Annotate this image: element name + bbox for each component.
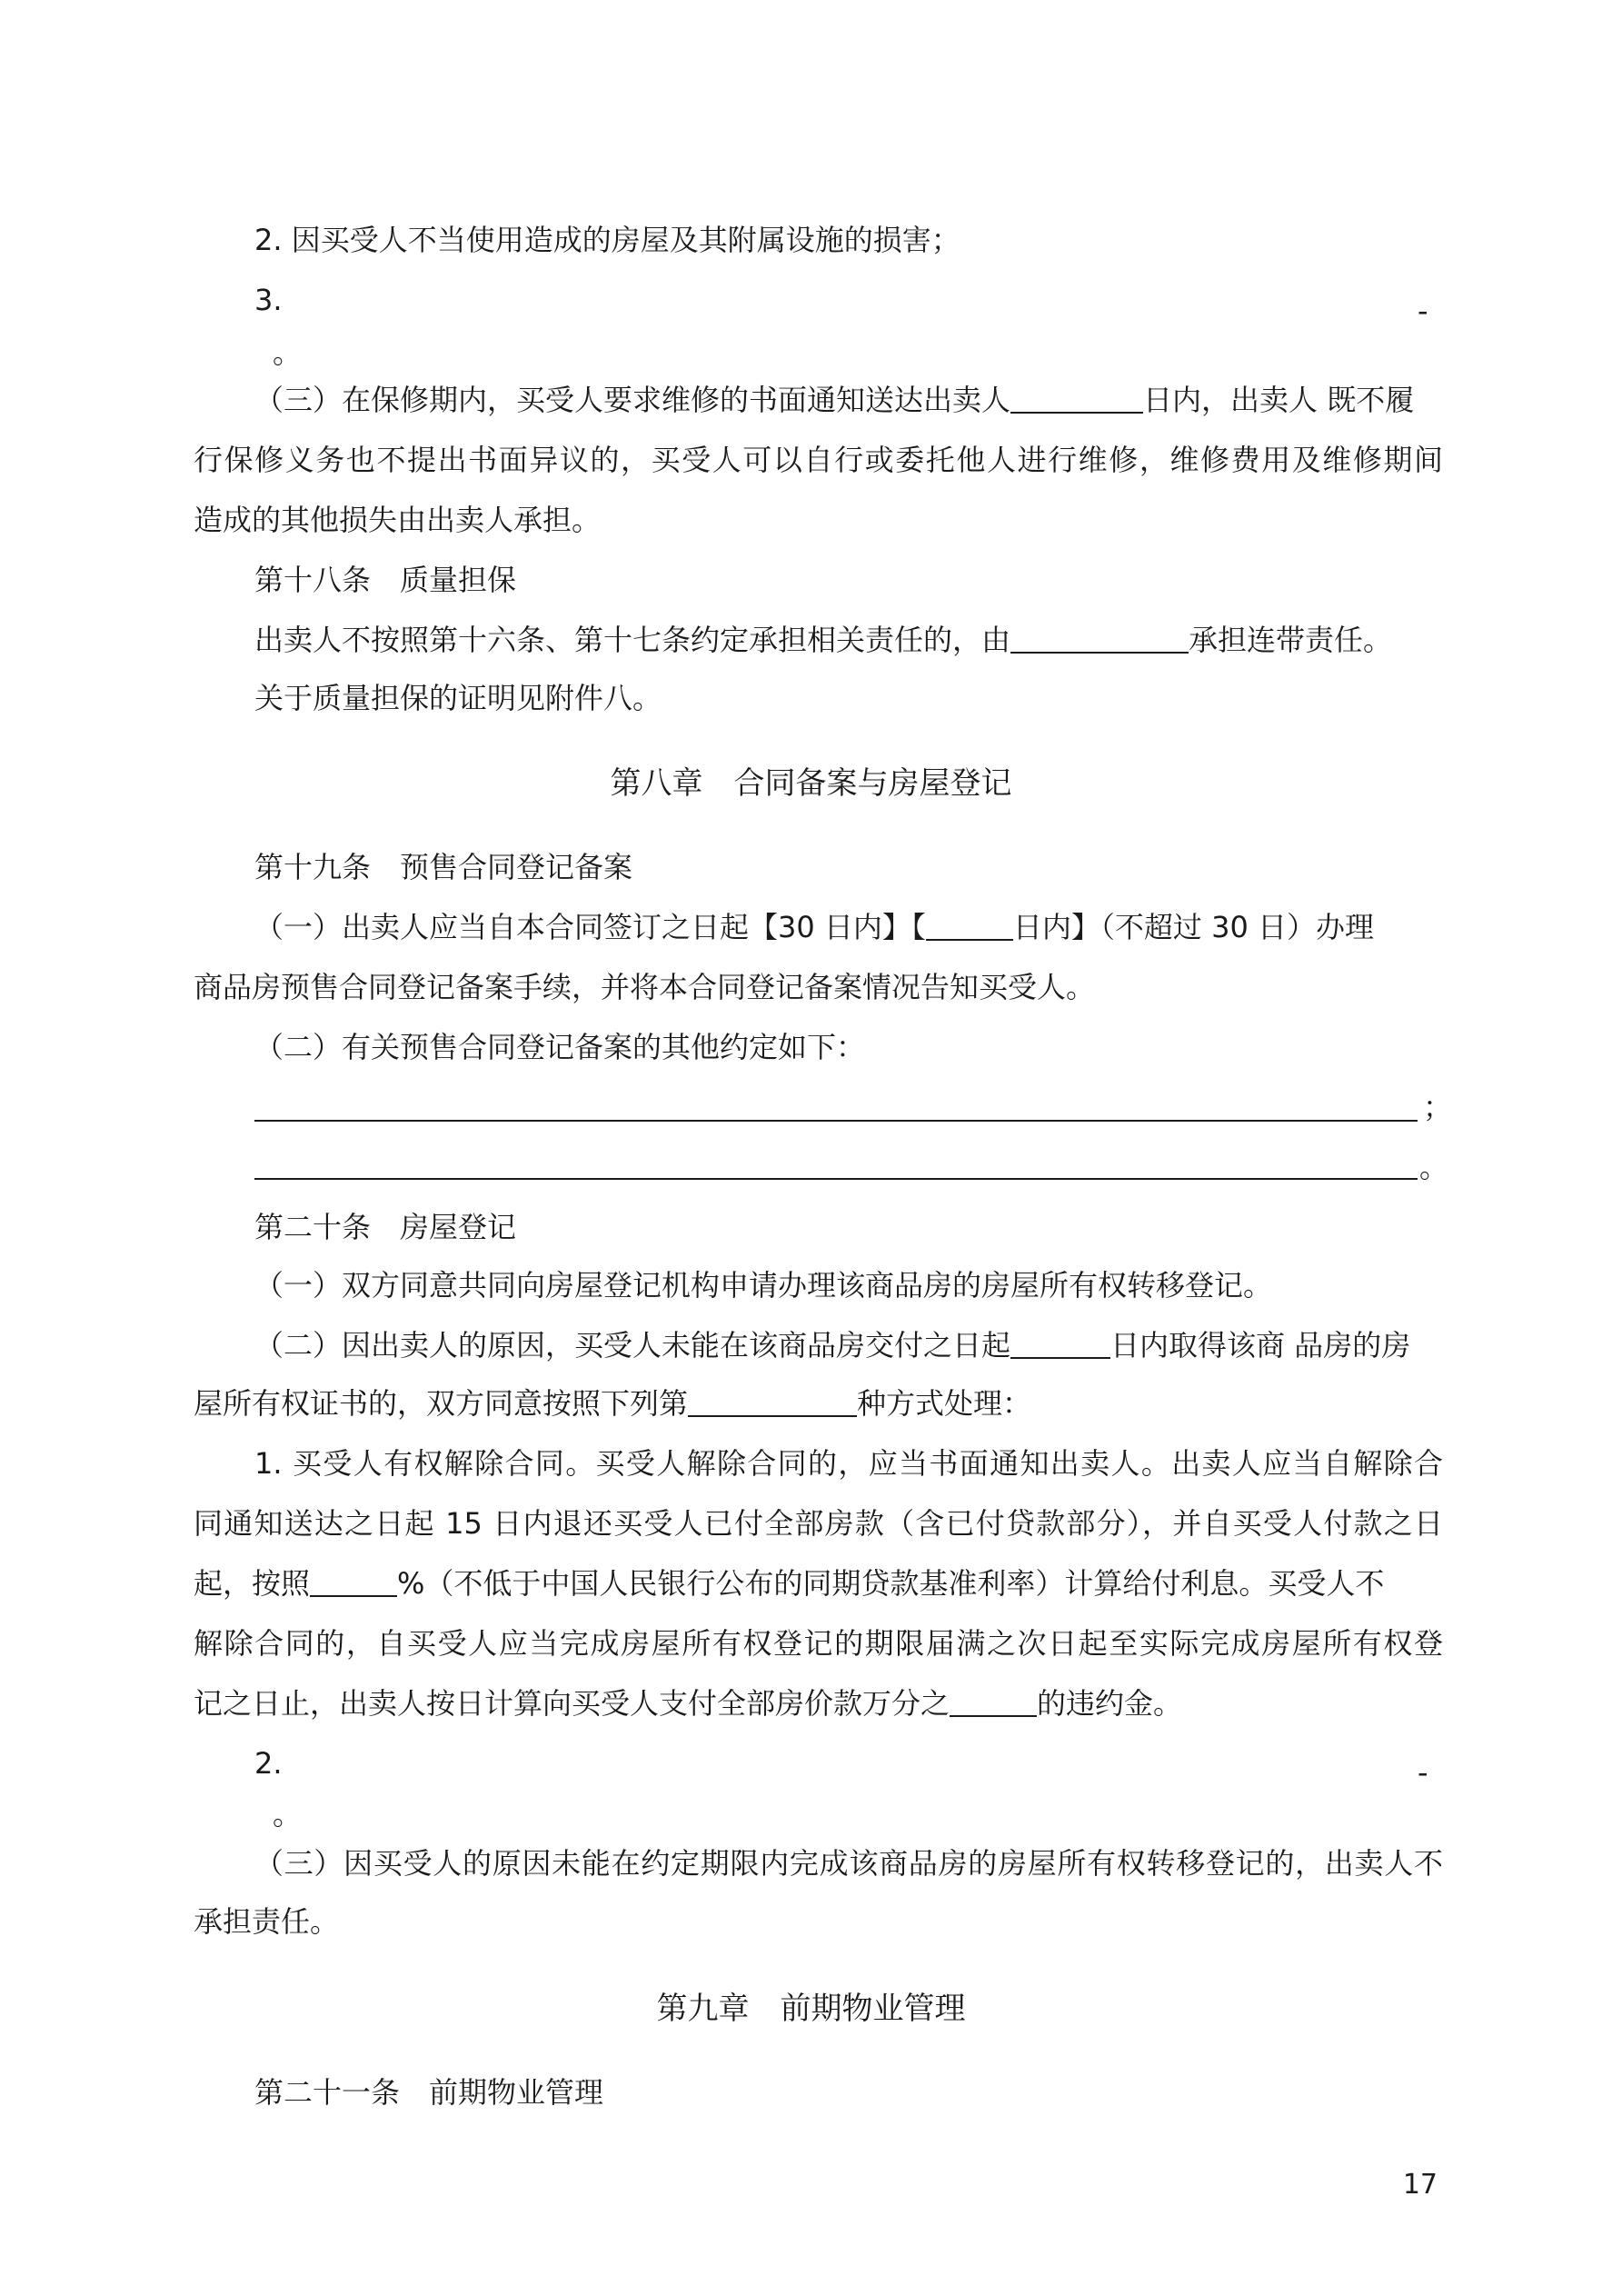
text: （三）因买受人的原因未能在约定期限内完成该商品房的房屋所有权转移登记的，出卖人不 (254, 1846, 1443, 1881)
paragraph-line (254, 1029, 865, 1065)
text: 承担责任。 (194, 1904, 340, 1939)
paragraph-line (194, 442, 1443, 478)
text: 日内，出卖人 既不履 (1143, 383, 1415, 417)
paragraph-line (254, 222, 960, 258)
text: 出卖人不按照第十六条、第十七条约定承担相关责任的，由 (254, 623, 1011, 657)
semicolon-mark: ； (1423, 1090, 1453, 1124)
paragraph-line (254, 680, 662, 716)
text: 解除合同的，自买受人应当完成房屋所有权登记的期限届满之次日起至实际完成房屋所有权登 (194, 1626, 1443, 1661)
line-end-mark: - (1418, 294, 1428, 328)
text: 3. (254, 283, 283, 317)
paragraph-line (254, 1445, 1443, 1482)
paragraph-line (254, 382, 1414, 418)
fill-blank[interactable] (926, 912, 1013, 941)
fill-blank[interactable] (1010, 1330, 1110, 1359)
text: 日内】（不超过 30 日）办理 (1012, 910, 1374, 944)
text: 商品房预售合同登记备案手续，并将本合同登记备案情况告知买受人。 (194, 970, 1096, 1004)
chapter-heading: 第八章 合同备案与房屋登记 (610, 765, 1012, 802)
paragraph-line (194, 1903, 339, 1940)
fill-line[interactable] (254, 1178, 1418, 1180)
article-heading (254, 1209, 516, 1245)
fill-blank[interactable] (1010, 384, 1143, 414)
page-number: 17 (1402, 2169, 1438, 2201)
text: （一）出卖人应当自本合同签订之日起【30 日内】【 (254, 910, 926, 944)
fill-blank[interactable] (1010, 624, 1189, 654)
text: 造成的其他损失由出卖人承担。 (194, 503, 602, 537)
paragraph-line (254, 622, 1392, 658)
fill-blank[interactable] (688, 1388, 857, 1417)
text: %（不低于中国人民银行公布的同期贷款基准利率）计算给付利息。买受人不 (397, 1566, 1385, 1601)
list-number (254, 282, 283, 318)
text: 第二十一条 前期物业管理 (254, 2075, 604, 2110)
paragraph-line (254, 1327, 1410, 1363)
fill-blank[interactable] (950, 1688, 1037, 1717)
text: 屋所有权证书的，双方同意按照下列第 (194, 1386, 689, 1421)
text: 承担连带责任。 (1189, 623, 1393, 657)
text: （二）因出卖人的原因，买受人未能在该商品房交付之日起 (254, 1328, 1011, 1363)
paragraph-line (254, 909, 1374, 945)
text: 关于质量担保的证明见附件八。 (254, 681, 662, 715)
article-heading (254, 849, 632, 885)
text: 第十八条 质量担保 (254, 563, 517, 597)
line-end-mark: - (1418, 1755, 1428, 1790)
paragraph-line (194, 969, 1095, 1005)
text: 1. 买受人有权解除合同。买受人解除合同的，应当书面通知出卖人。出卖人应当自解除合 (254, 1446, 1443, 1481)
period-mark: 。 (273, 1797, 303, 1832)
fill-line[interactable] (254, 1120, 1418, 1122)
paragraph-line (254, 1267, 1272, 1303)
paragraph-line (194, 1565, 1384, 1602)
chapter-heading: 第九章 前期物业管理 (656, 1991, 966, 2027)
paragraph-line (194, 1505, 1443, 1542)
text: 第二十条 房屋登记 (254, 1210, 517, 1244)
text: 记之日止，出卖人按日计算向买受人支付全部房价款万分之 (194, 1686, 950, 1721)
article-heading (254, 2074, 603, 2111)
paragraph-line (254, 1845, 1443, 1882)
text: 的违约金。 (1037, 1686, 1183, 1721)
paragraph-line (194, 502, 601, 538)
text: 同通知送达之日起 15 日内退还买受人已付全部房款（含已付贷款部分），并自买受人付款之日 (194, 1506, 1443, 1541)
article-heading (254, 562, 516, 598)
period-mark: 。 (1419, 1150, 1449, 1184)
text: （三）在保修期内，买受人要求维修的书面通知送达出卖人 (254, 383, 1011, 417)
fill-blank[interactable] (310, 1568, 397, 1597)
text: （一）双方同意共同向房屋登记机构申请办理该商品房的房屋所有权转移登记。 (254, 1268, 1273, 1303)
paragraph-line (194, 1685, 1182, 1722)
text: 行保修义务也不提出书面异议的，买受人可以自行或委托他人进行维修，维修费用及维修期间 (194, 443, 1443, 477)
text: 2. (254, 1746, 283, 1781)
paragraph-line (194, 1385, 1031, 1422)
text: 第十九条 预售合同登记备案 (254, 850, 633, 884)
list-number (254, 1745, 283, 1782)
period-mark: 。 (273, 335, 303, 370)
text: 起，按照 (194, 1566, 311, 1601)
text: （二）有关预售合同登记备案的其他约定如下： (254, 1030, 866, 1064)
text: 种方式处理： (857, 1386, 1032, 1421)
paragraph-line (194, 1625, 1443, 1662)
text: 日内取得该商 品房的房 (1110, 1328, 1411, 1363)
text: 2. 因买受人不当使用造成的房屋及其附属设施的损害； (254, 223, 960, 257)
